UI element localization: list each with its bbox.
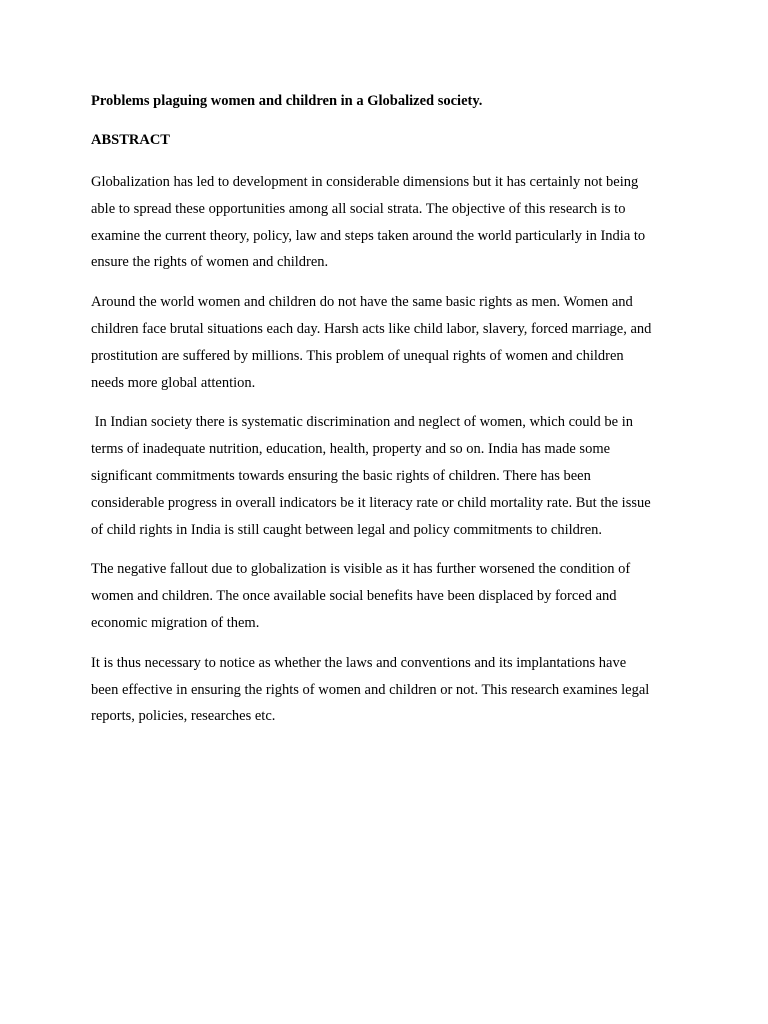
paragraph-line: been effective in ensuring the rights of women and children or not. This research examines legal [91,681,650,698]
paragraph-line: significant commitments towards ensuring the basic rights of children. There has been [91,467,591,484]
paragraph-5 [91,650,678,730]
paragraph-line: women and children. The once available social benefits have been displaced by forced and [91,588,617,605]
paragraph-line: Around the world women and children do not have the same basic rights as men. Women and [91,294,633,311]
abstract-heading: ABSTRACT [91,132,170,148]
paragraph-3 [91,409,678,543]
paragraph-line: needs more global attention. [91,374,256,391]
document-title: Problems plaguing women and children in a Globalized society. [91,93,483,109]
paragraph-2 [91,289,678,396]
paragraph-line: Globalization has led to development in considerable dimensions but it has certainly not being [91,174,639,190]
paragraph-line: It is thus necessary to notice as whether the laws and conventions and its implantations have [91,654,627,671]
paragraph-line: prostitution are suffered by millions. This problem of unequal rights of women and children [91,347,624,364]
paragraph-line: examine the current theory, policy, law and steps taken around the world particularly in India to [91,227,646,244]
paragraph-line: In Indian society there is systematic discrimination and neglect of women, which could be in [91,414,633,431]
paragraph-line: of child rights in India is still caught between legal and policy commitments to children. [91,521,603,538]
paragraph-1 [91,169,678,276]
paragraph-line: considerable progress in overall indicators be it literacy rate or child mortality rate. But the issue [91,494,651,511]
paragraph-line: able to spread these opportunities among all social strata. The objective of this research is to [91,200,626,217]
paragraph-line: ensure the rights of women and children. [91,254,329,271]
paragraph-line: economic migration of them. [91,614,260,631]
paragraph-line: children face brutal situations each day. Harsh acts like child labor, slavery, forced marriage, and [91,320,652,337]
paragraph-4 [91,556,678,636]
paragraph-line: The negative fallout due to globalization is visible as it has further worsened the condition of [91,561,631,578]
paragraph-line: terms of inadequate nutrition, education, health, property and so on. India has made some [91,441,611,458]
paragraph-line: reports, policies, researches etc. [91,708,276,725]
